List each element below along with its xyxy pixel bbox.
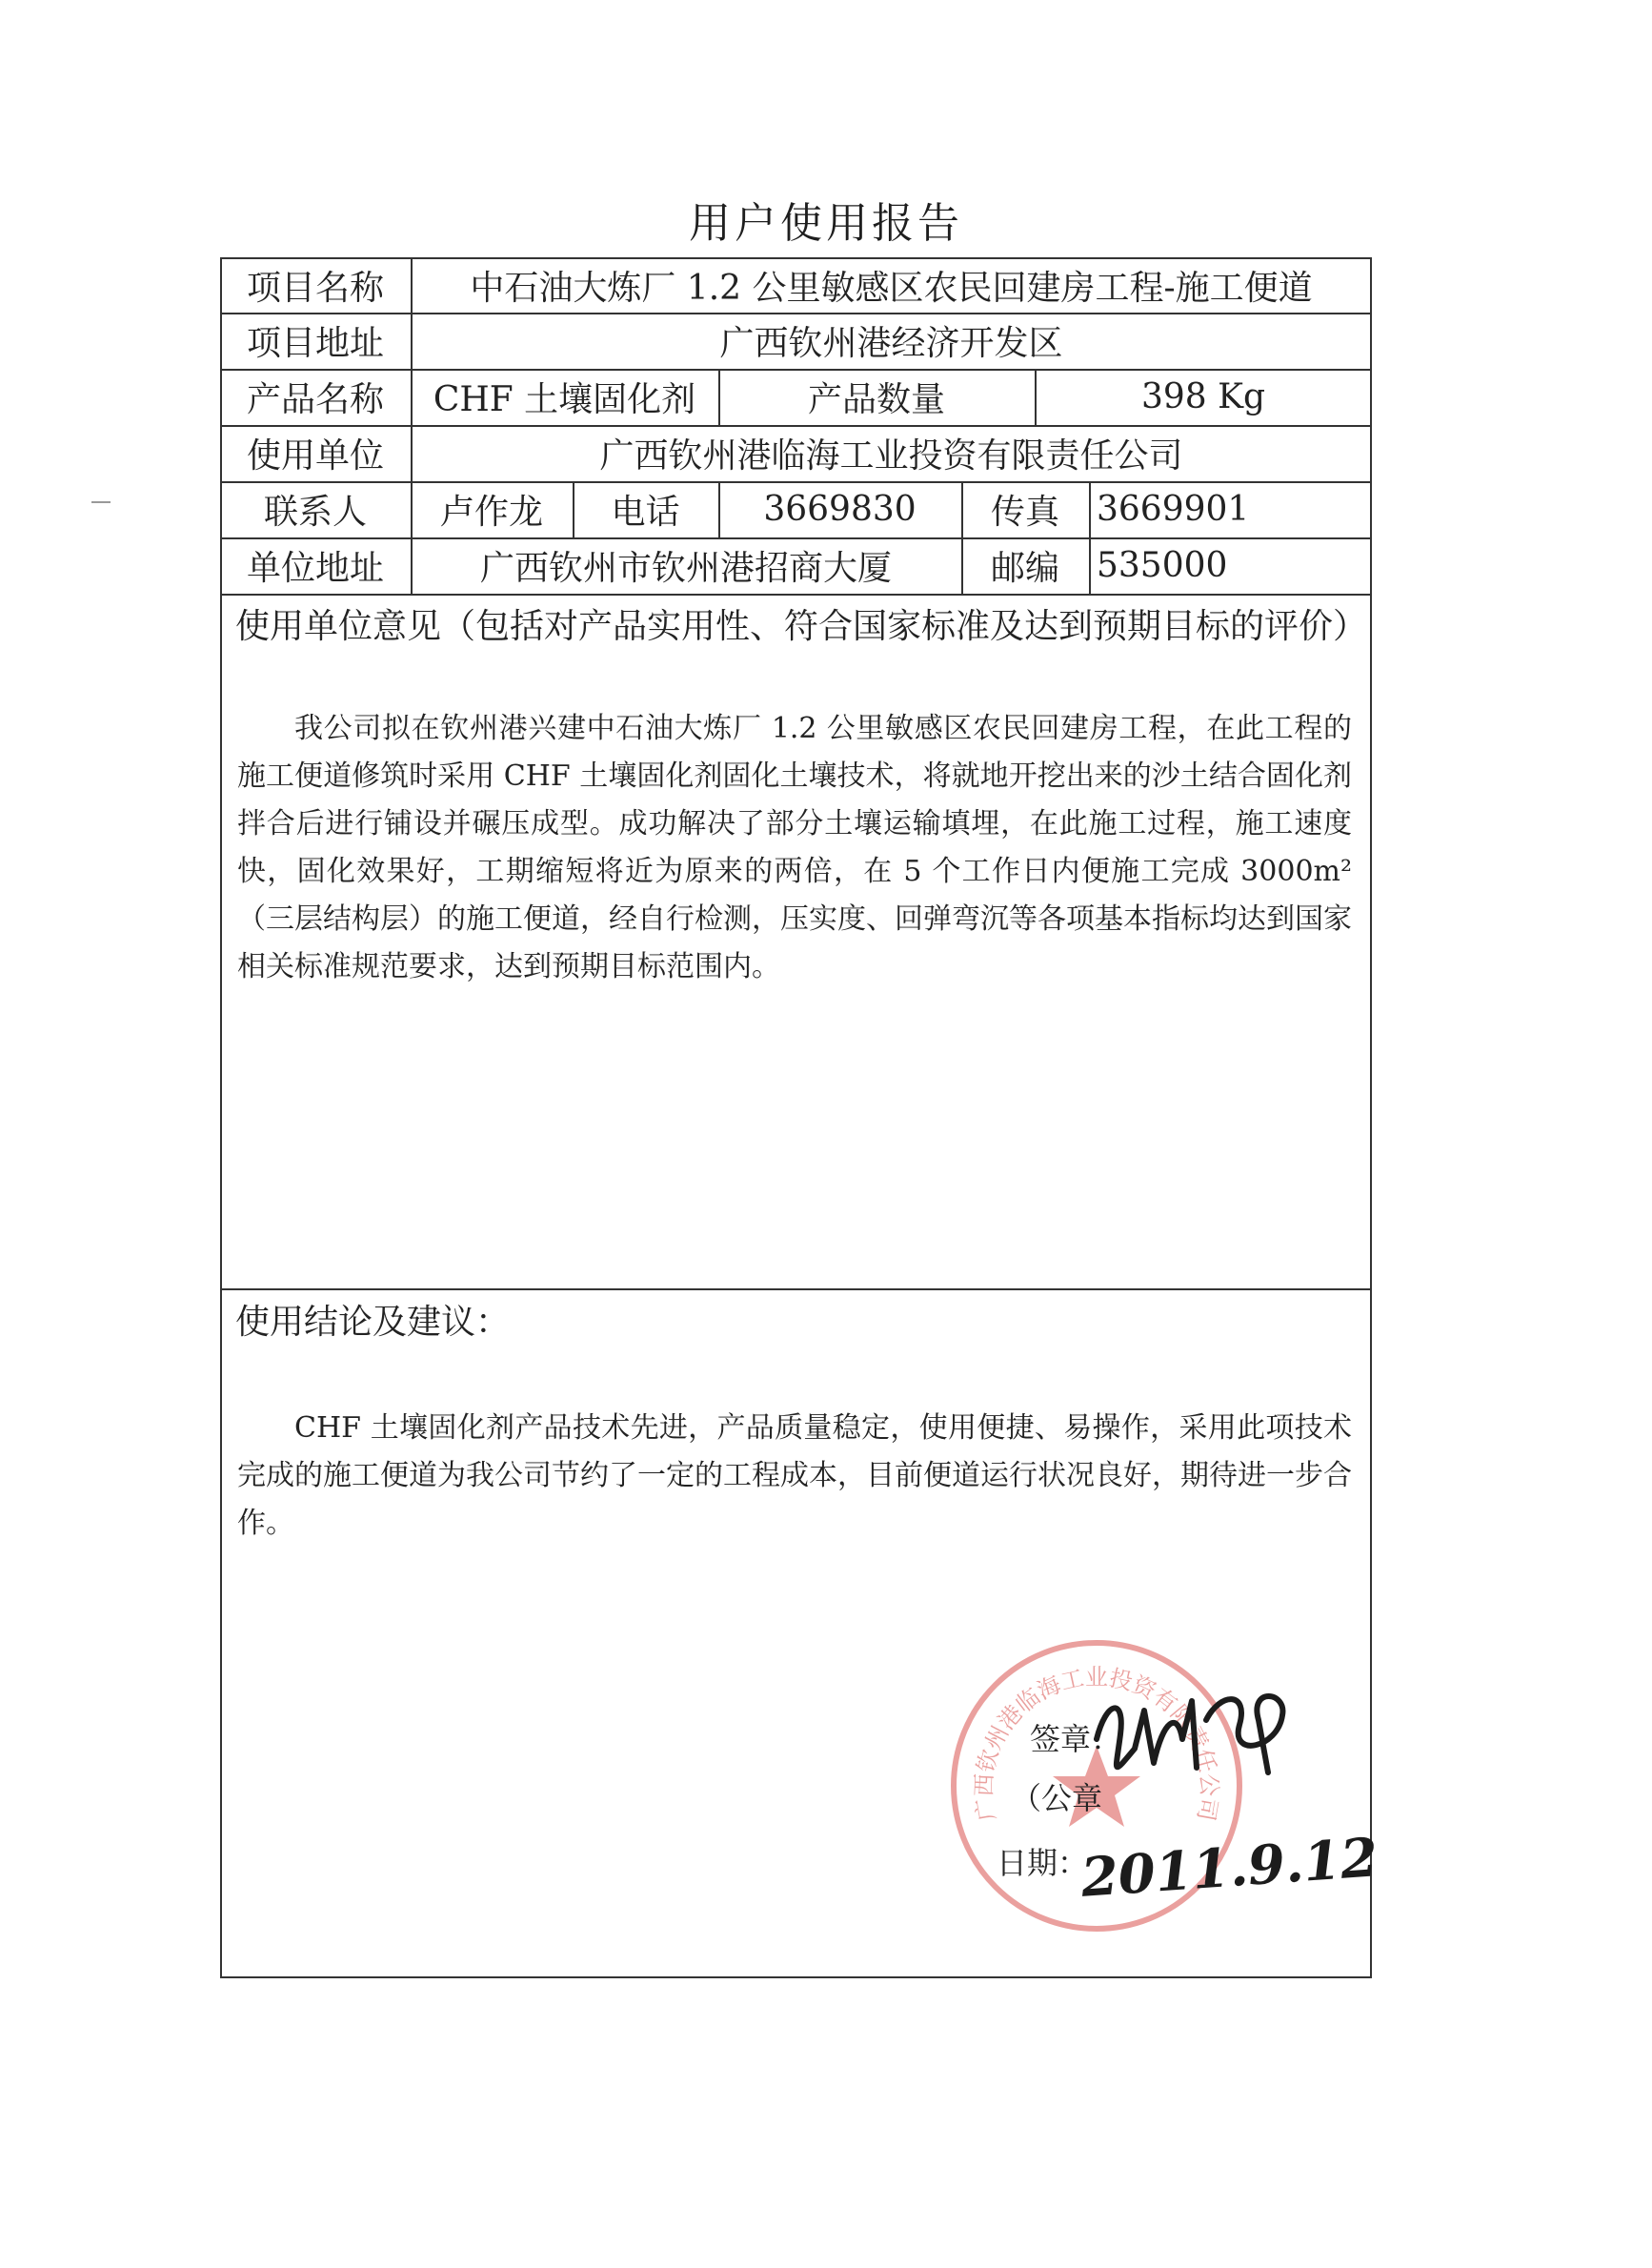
- row-divider: [220, 594, 1372, 596]
- opinion-body: 我公司拟在钦州港兴建中石油大炼厂 1.2 公里敏感区农民回建房工程，在此工程的施工便道修筑时采用 CHF 土壤固化剂固化土壤技术，将就地开挖出来的沙土结合固化剂拌合后进行铺设并碾压成型。成功解决了部分土壤运输填埋，在此施工过程，施工速度快，固化效果好，工期缩短将近为原来的两倍，在 5 个工作日内便施工完成 3000m²（三层结构层）的施工便道，经自行检测，压实度、回弹弯沉等各项基本指标均达到国家相关标准规范要求，达到预期目标范围内。: [237, 712, 1352, 983]
- project-address-value: 广西钦州港经济开发区: [719, 324, 1063, 363]
- handwritten-date: [1076, 1826, 1380, 1914]
- report-form: [220, 257, 1380, 1978]
- fax-value: 3669901: [1097, 490, 1250, 529]
- postcode-label: 邮编: [990, 549, 1059, 588]
- user-unit-label: 使用单位: [246, 436, 384, 476]
- postcode-value: 535000: [1097, 546, 1228, 585]
- scan-edge-mark: [91, 501, 111, 503]
- project-name-value: 中石油大炼厂 1.2 公里敏感区农民回建房工程-施工便道: [470, 268, 1313, 308]
- contact-value: 卢作龙: [439, 493, 543, 532]
- phone-label: 电话: [611, 493, 680, 532]
- project-name-label: 项目名称: [246, 268, 384, 308]
- product-quantity-label: 产品数量: [807, 380, 945, 419]
- conclusion-body: CHF 土壤固化剂产品技术先进，产品质量稳定，使用便捷、易操作，采用此项技术完成的施工便道为我公司节约了一定的工程成本，目前便道运行状况良好，期待进一步合作。: [237, 1411, 1352, 1540]
- product-name-value: CHF 土壤固化剂: [433, 380, 696, 419]
- unit-address-label: 单位地址: [246, 549, 384, 588]
- svg-text:2011.9.12: 2011.9.12: [1078, 1826, 1380, 1910]
- seal-text: 广西钦州港临海工业投资有限责任公司: [970, 1664, 1223, 1824]
- contact-label: 联系人: [263, 493, 367, 532]
- handwritten-signature: [1087, 1682, 1306, 1787]
- user-unit-value: 广西钦州港临海工业投资有限责任公司: [599, 436, 1183, 476]
- product-quantity-value: 398 Kg: [1140, 377, 1266, 416]
- unit-address-value: 广西钦州市钦州港招商大厦: [479, 549, 892, 588]
- page-title: 用户使用报告: [689, 199, 963, 248]
- opinion-heading: 使用单位意见（包括对产品实用性、符合国家标准及达到预期目标的评价）: [235, 607, 1368, 646]
- fax-label: 传真: [990, 493, 1059, 532]
- signature-label: 签章：: [1030, 1721, 1122, 1757]
- product-name-label: 产品名称: [246, 380, 384, 419]
- date-label: 日期：: [997, 1845, 1089, 1881]
- official-seal-label: （公章: [1011, 1780, 1103, 1816]
- phone-value: 3669830: [763, 490, 917, 529]
- section-divider: [220, 1288, 1372, 1290]
- project-address-label: 项目地址: [246, 324, 384, 363]
- conclusion-heading: 使用结论及建议：: [235, 1303, 511, 1342]
